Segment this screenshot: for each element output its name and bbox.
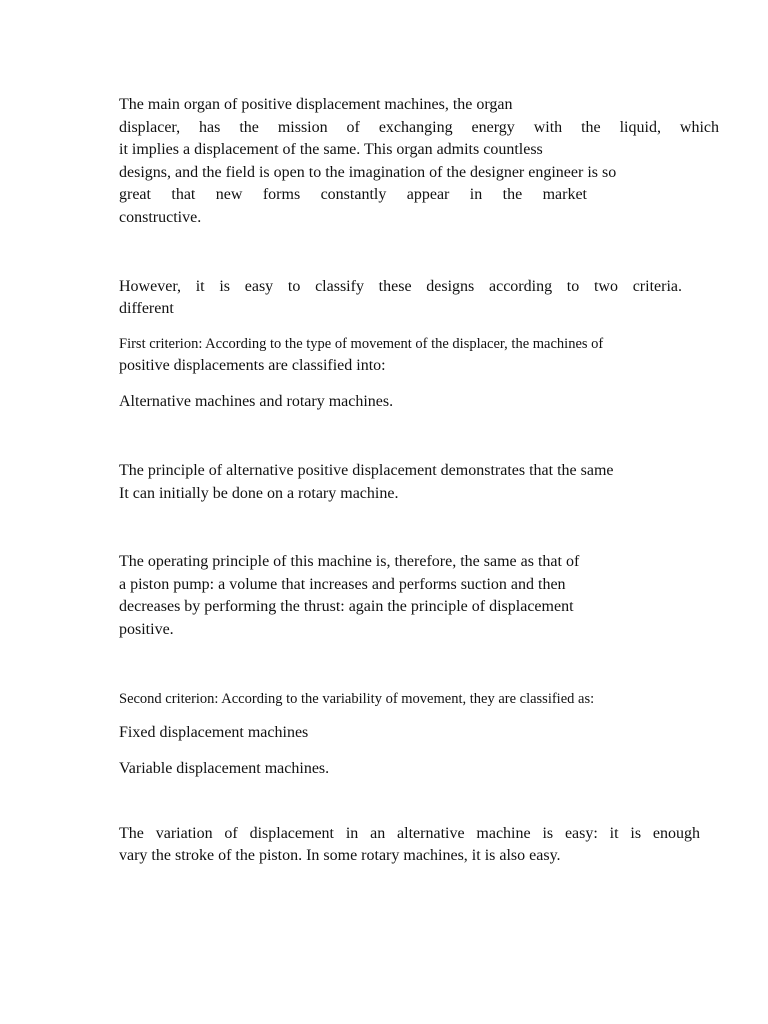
text-line: a piston pump: a volume that increases and performs suction and then	[119, 576, 566, 593]
text-line: The main organ of positive displacement machines, the organ	[119, 96, 513, 113]
text-line: displacer, has the mission of exchanging energy with the liquid, which	[119, 119, 719, 136]
criterion-second-type: Variable displacement machines.	[119, 760, 330, 777]
text-line: designs, and the field is open to the imagination of the designer engineer is so	[119, 164, 617, 181]
text-line: The principle of alternative positive displacement demonstrates that the same	[119, 462, 614, 479]
criterion-second-type: Fixed displacement machines	[119, 724, 309, 741]
text-line: However, it is easy to classify these designs according to two criteria.	[119, 278, 682, 295]
criterion-second: Second criterion: According to the variability of movement, they are classified as:	[119, 691, 595, 707]
text-line: First criterion: According to the type of movement of the displacer, the machines of	[119, 336, 604, 352]
text-line: The variation of displacement in an alternative machine is easy: it is enough	[119, 825, 700, 842]
text-line: It can initially be done on a rotary machine.	[119, 485, 399, 502]
text-line: decreases by performing the thrust: again the principle of displacement	[119, 598, 574, 615]
text-line: constructive.	[119, 209, 202, 226]
criterion-first-types: Alternative machines and rotary machines.	[119, 393, 394, 410]
text-line: positive.	[119, 621, 174, 638]
text-line: The operating principle of this machine is, therefore, the same as that of	[119, 553, 580, 570]
text-line: it implies a displacement of the same. This organ admits countless	[119, 141, 543, 158]
text-line: different	[119, 300, 174, 317]
text-line: positive displacements are classified into:	[119, 357, 386, 374]
text-line: great that new forms constantly appear in the market	[119, 186, 587, 203]
text-line: vary the stroke of the piston. In some rotary machines, it is also easy.	[119, 847, 561, 864]
